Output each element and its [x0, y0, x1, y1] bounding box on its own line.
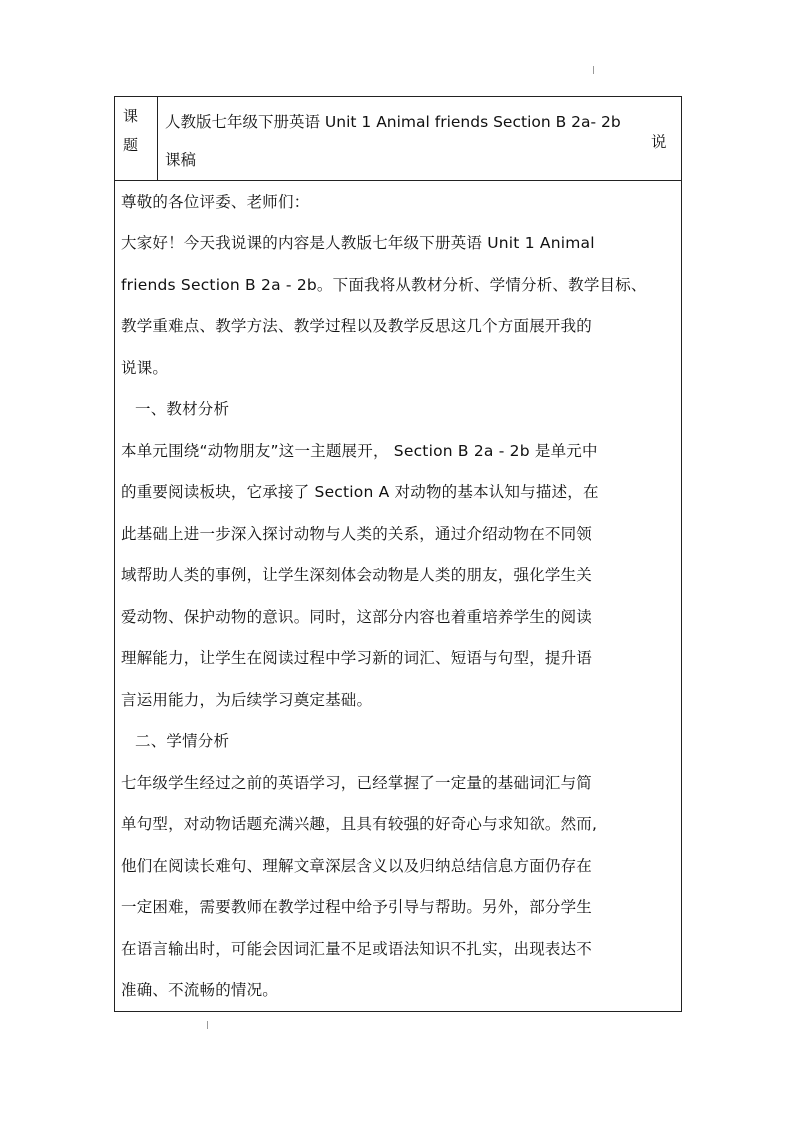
section-heading-1: 一、教材分析 — [135, 400, 230, 418]
paragraph-line: 域帮助人类的事例，让学生深刻体会动物是人类的朋友，强化学生关 — [121, 566, 593, 584]
title-line-2: 课稿 — [165, 151, 197, 169]
paragraph-line: friends Section B 2a - 2b。下面我将从教材分析、学情分析、教学目标、 — [121, 276, 647, 294]
title-line-1: 人教版七年级下册英语 Unit 1 Animal friends Section B 2a- 2b — [165, 113, 621, 131]
paragraph-line: 此基础上进一步深入探讨动物与人类的关系，通过介绍动物在不同领 — [121, 525, 593, 543]
paragraph-line: 教学重难点、教学方法、教学过程以及教学反思这几个方面展开我的 — [121, 317, 593, 335]
paragraph-line: 理解能力，让学生在阅读过程中学习新的词汇、短语与句型，提升语 — [121, 649, 593, 667]
paragraph-line: 他们在阅读长难句、理解文章深层含义以及归纳总结信息方面仍存在 — [121, 857, 593, 875]
topic-label-char-1: 课 — [123, 107, 139, 125]
paragraph-line: 在语言输出时，可能会因词汇量不足或语法知识不扎实，出现表达不 — [121, 940, 593, 958]
margin-mark-top — [593, 66, 594, 74]
greeting-line: 尊敬的各位评委、老师们： — [121, 193, 310, 211]
paragraph-line: 单句型，对动物话题充满兴趣，且具有较强的好奇心与求知欲。然而, — [121, 815, 598, 833]
section-heading-2: 二、学情分析 — [135, 732, 230, 750]
paragraph-line: 准确、不流畅的情况。 — [121, 981, 279, 999]
margin-mark-bottom — [207, 1021, 208, 1029]
lesson-table — [114, 96, 682, 1012]
paragraph-line: 言运用能力，为后续学习奠定基础。 — [121, 691, 373, 709]
paragraph-line: 七年级学生经过之前的英语学习，已经掌握了一定量的基础词汇与简 — [121, 774, 593, 792]
title-end-char: 说 — [651, 133, 667, 151]
paragraph-line: 本单元围绕“动物朋友”这一主题展开， Section B 2a - 2b 是单元中 — [121, 442, 598, 460]
column-divider — [157, 97, 158, 180]
topic-label-char-2: 题 — [123, 136, 139, 154]
paragraph-line: 一定困难，需要教师在教学过程中给予引导与帮助。另外，部分学生 — [121, 898, 593, 916]
paragraph-line: 说课。 — [121, 359, 169, 377]
paragraph-line: 的重要阅读板块，它承接了 Section A 对动物的基本认知与描述，在 — [121, 483, 599, 501]
title-row — [115, 97, 681, 181]
paragraph-line: 爱动物、保护动物的意识。同时，这部分内容也着重培养学生的阅读 — [121, 608, 593, 626]
paragraph-line: 大家好！今天我说课的内容是人教版七年级下册英语 Unit 1 Animal — [121, 234, 595, 252]
